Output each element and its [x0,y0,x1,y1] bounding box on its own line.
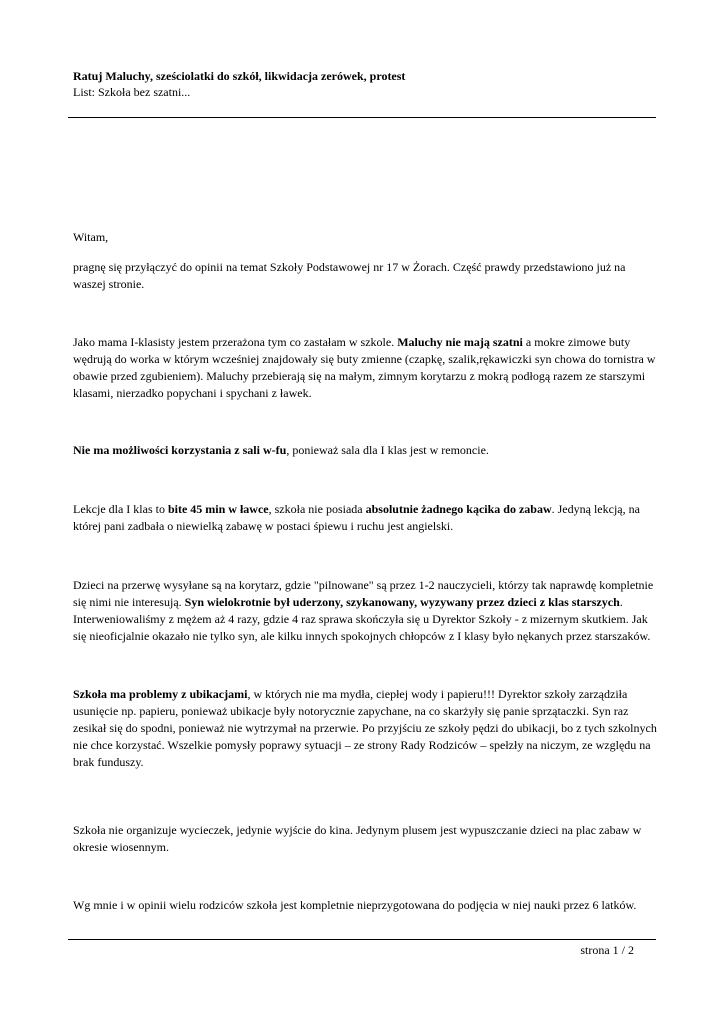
paragraph-6-part-b: , w których nie ma mydła, ciepłej wody i papieru!!! Dyrektor szkoły zarządziła usunięcie np. papieru, ponieważ ubikacje były notorycznie zapychane, na co skarżyły się panie sprzątaczki. Syn raz zesikał się do spodni, ponieważ nie wytrzymał na przerwie. Po przyjściu ze szkoły pędzi do ubikacji, bo z tych szkolnych nie chce korzystać. Wszelkie pomysły poprawy sytuacji – ze strony Rady Rodziców – spełzły na niczym, ze względu na brak funduszy. [73,687,657,769]
page-number: strona 1 / 2 [580,943,634,957]
paragraph-1-text: pragnę się przyłączyć do opinii na temat Szkoły Podstawowej nr 17 w Żorach. Część prawdy przedstawiono już na waszej stronie. [73,260,626,291]
letter-paragraph-3 [73,442,658,459]
paragraph-4-part-c: , szkoła nie posiada [268,502,366,516]
greeting-text: Witam, [73,230,109,244]
paragraph-2-part-a: Jako mama I-klasisty jestem przerażona tym co zastałam w szkole. [73,335,398,349]
footer-divider [68,939,656,940]
paragraph-5-part-a: Dzieci na przerwę wysyłane są na korytarz, gdzie "pilnowane" są przez 1-2 nauczycieli, którzy tak naprawdę kompletnie się nimi nie interesują. [73,578,654,609]
paragraph-7-text: Szkoła nie organizuje wycieczek, jedynie wyjście do kina. Jedynym plusem jest wypuszczanie dzieci na plac zabaw w okresie wiosennym. [73,823,642,854]
paragraph-6-emphasis: Szkoła ma problemy z ubikacjami [73,687,248,701]
letter-paragraph-7 [73,822,658,856]
paragraph-2-emphasis: Maluchy nie mają szatni [397,335,523,349]
page-header [73,68,653,100]
letter-greeting [73,229,658,246]
paragraph-8-text: Wg mnie i w opinii wielu rodziców szkoła jest kompletnie nieprzygotowana do podjęcia w niej nauki przez 6 latków. [73,898,637,912]
paragraph-5-emphasis: Syn wielokrotnie był uderzony, szykanowany, wyzywany przez dzieci z klas starszych [184,595,620,609]
document-subtitle: List: Szkoła bez szatni... [73,85,191,99]
paragraph-3-part-b: , ponieważ sala dla I klas jest w remoncie. [286,443,489,457]
header-divider [68,117,656,118]
paragraph-4-emphasis-2: absolutnie żadnego kącika do zabaw [365,502,552,516]
paragraph-5-part-c: . Interweniowaliśmy z mężem aż 4 razy, gdzie 4 raz sprawa skończyła się u Dyrektor Szkoły - z mizernym skutkiem. Jak się nieoficjalnie okazało nie tylko syn, ale kilku innych spokojnych chłopców z I klasy było nękanych przez starszaków. [73,595,651,643]
paragraph-3-emphasis: Nie ma możliwości korzystania z sali w-fu [73,443,287,457]
paragraph-4-part-e: . Jedyną lekcją, na której pani zadbała o niewielką zabawę w postaci śpiewu i ruchu jest angielski. [73,502,640,533]
letter-paragraph-2 [73,334,658,402]
letter-paragraph-6 [73,686,658,771]
document-title: Ratuj Maluchy, sześciolatki do szkół, likwidacja zerówek, protest [73,69,406,83]
paragraph-2-part-c: a mokre zimowe buty wędrują do worka w którym wcześniej znajdowały się buty zmienne (czapkę, szalik,rękawiczki syn chowa do tornistra w obawie przed zgubieniem). Maluchy przebierają się na małym, zimnym korytarzu z mokrą podłogą razem ze starszymi klasami, nierzadko popychani i spychani z ławek. [73,335,656,400]
letter-paragraph-1 [73,259,658,293]
letter-paragraph-5 [73,577,658,645]
paragraph-4-emphasis-1: bite 45 min w ławce [167,502,269,516]
letter-paragraph-4 [73,501,658,535]
paragraph-4-part-a: Lekcje dla I klas to [73,502,168,516]
letter-paragraph-8 [73,897,658,914]
